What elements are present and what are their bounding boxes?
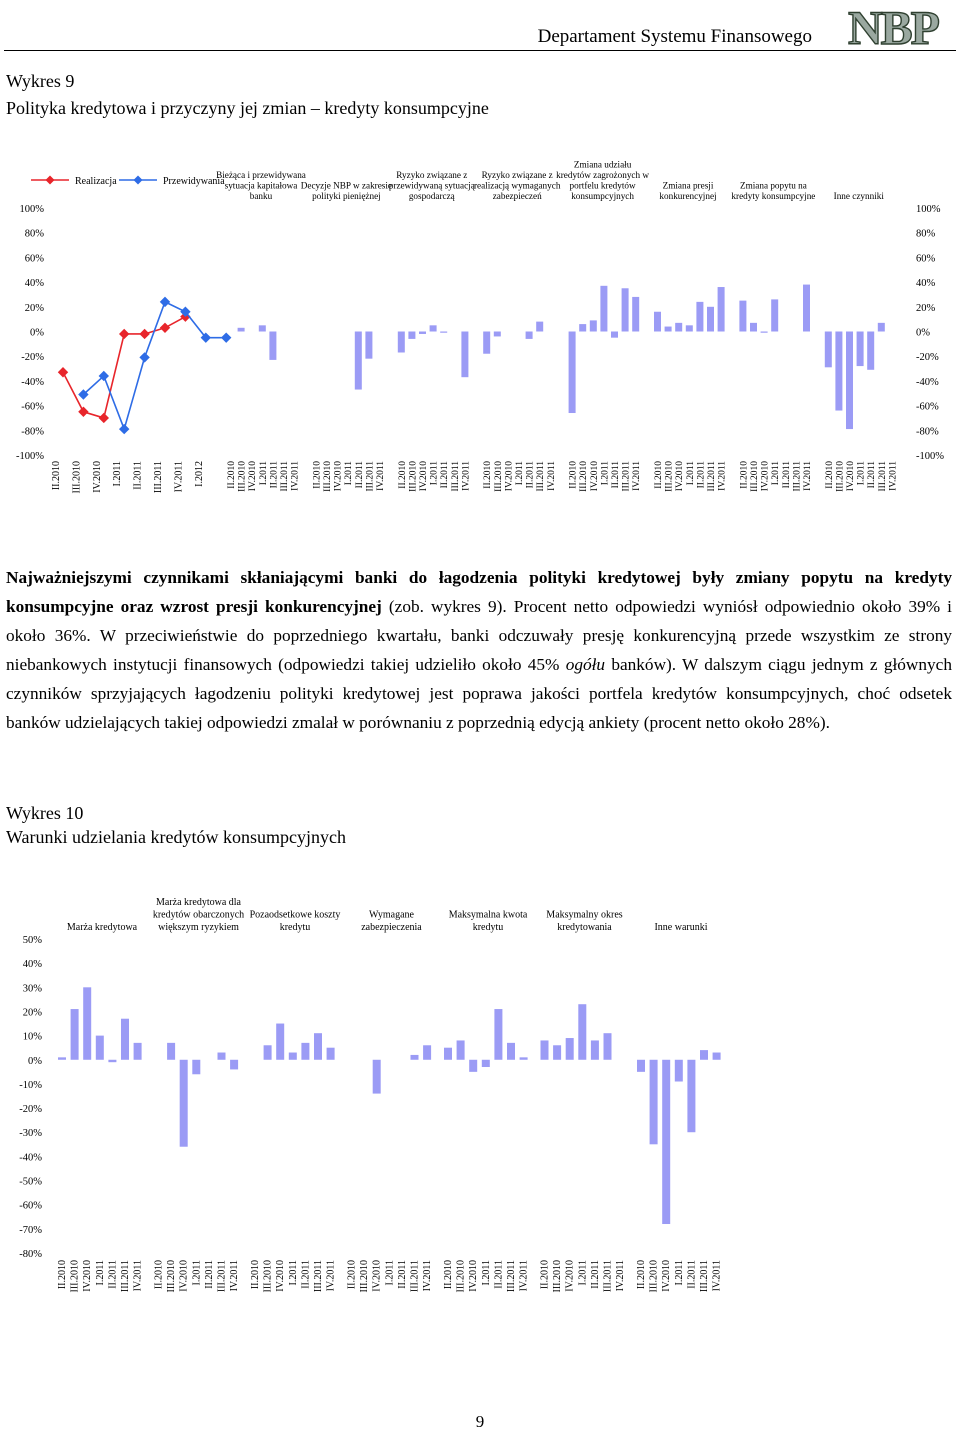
x-tick-label: IV.2011: [546, 461, 557, 491]
x-tick-label: III.2010: [69, 1260, 81, 1293]
bar: [457, 1040, 465, 1059]
bar: [611, 332, 618, 338]
x-tick-label: I.2011: [384, 1260, 396, 1286]
x-tick-label: IV.2010: [178, 1260, 190, 1292]
bar: [526, 332, 533, 339]
x-tick-label: IV.2010: [589, 461, 600, 492]
x-tick-label: III.2011: [216, 1260, 228, 1293]
x-tick-label: II.2011: [300, 1260, 312, 1289]
legend-marker: [134, 176, 143, 185]
x-tick-label: III.2010: [359, 1260, 371, 1293]
page-header: [0, 0, 960, 60]
x-tick-label: III.2011: [153, 461, 164, 494]
nbp-logo: [832, 2, 954, 50]
bar: [696, 302, 703, 332]
bar: [230, 1060, 238, 1070]
x-tick-label: III.2010: [166, 1260, 178, 1293]
y-tick-label-right: -100%: [916, 451, 944, 462]
x-tick-label: IV.2011: [717, 461, 728, 491]
bar: [71, 1009, 79, 1060]
bar: [654, 312, 661, 332]
bar: [857, 332, 864, 367]
y-tick-label-right: 20%: [916, 302, 936, 314]
bar: [867, 332, 874, 370]
x-tick-label: III.2010: [237, 461, 248, 492]
y-tick-label-right: 100%: [916, 204, 941, 215]
series-marker: [99, 413, 108, 422]
x-tick-label: IV.2010: [82, 1260, 94, 1292]
x-tick-label: III.2010: [835, 461, 846, 492]
group-label: Ryzyko związane z realizacją wymaganych zabezpieczeń: [473, 170, 561, 201]
x-tick-label: II.2011: [686, 1260, 698, 1289]
body-paragraph: [6, 563, 952, 737]
x-tick-label: II.2010: [539, 1260, 551, 1290]
bar: [846, 332, 853, 430]
y-tick-label-left: 60%: [24, 253, 44, 265]
y-tick-label-right: 60%: [916, 253, 936, 265]
bar: [803, 285, 810, 332]
x-tick-label: II.2011: [589, 1260, 601, 1289]
x-tick-label: II.2010: [250, 1260, 261, 1290]
bar: [553, 1045, 561, 1059]
series-marker: [140, 329, 149, 338]
bar: [494, 1009, 502, 1060]
bar: [750, 323, 757, 332]
x-tick-label: I.2011: [771, 461, 782, 486]
x-tick-label: II.2010: [443, 1260, 454, 1290]
y-tick-label-right: -40%: [916, 376, 939, 388]
series-marker: [79, 407, 88, 416]
bar: [327, 1048, 335, 1060]
x-tick-label: III.2010: [552, 1260, 564, 1293]
legend-label: Przewidywania: [163, 176, 225, 187]
x-tick-label: III.2011: [792, 461, 803, 492]
chart9-caption-number: Wykres 9: [6, 71, 75, 91]
x-tick-label: II.2010: [568, 461, 579, 489]
x-tick-label: IV.2011: [711, 1260, 723, 1292]
x-tick-label: II.2011: [696, 461, 707, 489]
x-tick-label: IV.2011: [461, 461, 472, 491]
x-tick-label: I.2011: [480, 1260, 492, 1286]
bar: [878, 323, 885, 332]
x-tick-label: I.2011: [112, 461, 124, 487]
x-tick-label: III.2011: [450, 461, 461, 492]
x-tick-label: III.2010: [323, 461, 333, 492]
x-tick-label: II.2011: [132, 461, 144, 490]
x-tick-label: IV.2011: [173, 461, 185, 493]
x-tick-label: IV.2010: [91, 461, 103, 493]
bar: [483, 332, 490, 354]
bar: [180, 1060, 188, 1147]
x-tick-label: IV.2010: [248, 461, 259, 492]
bar: [238, 328, 245, 332]
x-tick-label: I.2011: [856, 461, 867, 486]
x-tick-label: IV.2010: [371, 1260, 383, 1292]
x-tick-label: II.2010: [824, 461, 835, 489]
bar: [622, 288, 629, 331]
y-tick-label: 0%: [28, 1055, 42, 1067]
x-tick-label: IV.2011: [632, 461, 643, 491]
bar: [718, 287, 725, 331]
group-label: Ryzyko związane z przewidywaną sytuacją gospodarczą: [388, 170, 475, 201]
x-tick-label: II.2010: [153, 1260, 165, 1290]
x-tick-label: III.2010: [262, 1260, 274, 1293]
x-tick-label: II.2011: [440, 461, 451, 489]
header-rule: [4, 50, 956, 51]
series-marker: [140, 353, 149, 362]
x-tick-label: I.2011: [685, 461, 696, 486]
x-tick-label: IV.2011: [422, 1260, 434, 1292]
x-tick-label: III.2011: [877, 461, 888, 492]
bar: [58, 1057, 66, 1059]
y-tick-label: -70%: [19, 1224, 42, 1236]
group-label: Maksymalny okres kredytowania: [546, 909, 623, 933]
x-tick-label: IV.2010: [760, 461, 771, 492]
group-label: Maksymalna kwota kredytu: [448, 909, 528, 933]
bar: [96, 1036, 104, 1060]
series-marker: [120, 425, 129, 434]
x-tick-label: IV.2011: [325, 1260, 337, 1292]
x-tick-label: III.2011: [120, 1260, 131, 1293]
bar: [686, 325, 693, 331]
bar: [461, 332, 468, 378]
legend-marker: [46, 176, 55, 185]
x-tick-label: IV.2011: [518, 1260, 530, 1292]
bar: [430, 325, 437, 331]
group-label: Wymagane zabezpieczenia: [361, 909, 422, 933]
x-tick-label: I.2011: [344, 461, 355, 486]
x-tick-label: II.2011: [525, 461, 536, 489]
x-tick-label: III.2011: [280, 461, 290, 492]
chart9-caption-title: Polityka kredytowa i przyczyny jej zmian – kredyty konsumpcyjne: [6, 98, 489, 118]
paragraph-text-2: banków). W dalszym ciągu jednym z głównych czynników sprzyjających łagodzeniu polityki kredytowej jest poprawa jakości portfela kredytów konsumpcyjnych, choć odsetek banków udzielających takiej odpowiedzi zmalał w porównaniu z poprzednią edycją ankiety (procent netto około 28%).: [6, 655, 952, 732]
y-tick-label: -80%: [19, 1249, 42, 1260]
x-tick-label: II.2010: [227, 461, 237, 489]
bar: [423, 1045, 431, 1059]
group-label: Bieżąca i przewidywana sytuacja kapitałowa banku: [216, 170, 306, 201]
bar: [700, 1050, 708, 1060]
x-tick-label: II.2010: [346, 1260, 358, 1290]
x-tick-label: III.2010: [71, 461, 83, 494]
x-tick-label: IV.2011: [132, 1260, 144, 1292]
x-tick-label: I.2011: [191, 1260, 203, 1286]
paragraph-text-1: (zob. wykres 9). Procent netto odpowiedzi wyniósł odpowiednio około 39% i około 36%. W przeciwieństwie do poprzedniego kwartału, banki odczuwały presję konkurencyjną przede wszystkim ze strony niebankowych instytucji finansowych (odpowiedzi takiej udzieliło około 45%: [6, 597, 952, 674]
bar: [419, 332, 426, 334]
bar: [650, 1060, 658, 1145]
series-marker: [222, 333, 231, 342]
bar: [192, 1060, 200, 1074]
bar: [398, 332, 405, 353]
x-tick-label: III.2010: [664, 461, 675, 492]
x-tick-label: I.2012: [193, 461, 205, 487]
x-tick-label: IV.2010: [419, 461, 429, 492]
y-tick-label: -50%: [19, 1176, 42, 1188]
bar: [662, 1060, 670, 1224]
bar: [373, 1060, 381, 1094]
bar: [134, 1043, 142, 1060]
x-tick-label: III.2011: [409, 1260, 421, 1293]
y-tick-label-left: 20%: [24, 302, 44, 314]
x-tick-label: I.2011: [515, 461, 525, 486]
logo-text: NBP: [848, 2, 938, 50]
y-tick-label: 30%: [22, 983, 42, 995]
bar: [665, 327, 672, 332]
y-tick-label: 50%: [22, 935, 42, 946]
x-tick-label: IV.2010: [275, 1260, 287, 1292]
x-tick-label: II.2011: [867, 461, 878, 489]
x-tick-label: III.2011: [313, 1260, 324, 1293]
y-tick-label-left: -80%: [21, 426, 44, 438]
x-tick-label: III.2010: [408, 461, 419, 492]
x-tick-label: II.2011: [611, 461, 621, 489]
x-tick-label: I.2011: [577, 1260, 589, 1286]
y-tick-label-right: -20%: [916, 352, 939, 364]
y-tick-label-right: 80%: [916, 228, 936, 240]
bar: [604, 1033, 612, 1060]
x-tick-label: III.2011: [602, 1260, 614, 1293]
bar: [675, 323, 682, 332]
bar: [591, 1040, 599, 1059]
bar: [482, 1060, 490, 1067]
x-tick-label: III.2010: [579, 461, 590, 492]
bar: [569, 332, 576, 414]
bar: [825, 332, 832, 368]
bar: [675, 1060, 683, 1082]
y-tick-label-left: -60%: [21, 401, 44, 413]
x-tick-label: IV.2011: [888, 461, 899, 491]
y-tick-label: -60%: [19, 1200, 42, 1212]
bar: [167, 1043, 175, 1060]
bar: [590, 320, 597, 331]
x-tick-label: II.2010: [397, 461, 408, 489]
paragraph-italic: ogółu: [565, 655, 606, 674]
bar: [365, 332, 372, 359]
series-marker: [59, 368, 68, 377]
group-label: Marża kredytowa dla kredytów obarczonych większym ryzykiem: [152, 897, 245, 933]
bar: [835, 332, 842, 411]
bar: [218, 1053, 226, 1060]
bar: [739, 301, 746, 332]
x-tick-label: III.2011: [536, 461, 547, 492]
x-tick-label: II.2011: [269, 461, 280, 489]
y-tick-label: -30%: [19, 1128, 42, 1140]
chart10: [0, 870, 960, 1310]
legend-label: Realizacja: [75, 176, 117, 187]
bar: [355, 332, 362, 390]
bar: [771, 299, 778, 331]
series-line-1: [83, 302, 226, 429]
group-label: Inne warunki: [654, 922, 708, 933]
x-tick-label: III.2010: [648, 1260, 660, 1293]
x-tick-label: IV.2010: [504, 461, 515, 492]
y-tick-label-left: 100%: [19, 204, 44, 215]
bar: [579, 324, 586, 331]
chart9: [0, 135, 960, 510]
bar: [687, 1060, 695, 1132]
bar: [411, 1055, 419, 1060]
chart10-caption-title: Warunki udzielania kredytów konsumpcyjnych: [6, 827, 346, 847]
y-tick-label: -20%: [19, 1104, 42, 1116]
y-tick-label-left: 0%: [30, 327, 44, 339]
x-tick-label: II.2010: [312, 461, 323, 489]
bar: [276, 1024, 284, 1060]
bar: [536, 322, 543, 332]
x-tick-label: III.2011: [621, 461, 632, 492]
x-tick-label: II.2010: [57, 1260, 68, 1290]
bar: [507, 1043, 515, 1060]
x-tick-label: IV.2011: [615, 1260, 627, 1292]
x-tick-label: III.2011: [707, 461, 717, 492]
bar: [566, 1038, 574, 1060]
x-tick-label: III.2011: [365, 461, 376, 492]
y-tick-label-left: 80%: [24, 228, 44, 240]
bar: [314, 1033, 322, 1060]
x-tick-label: I.2011: [94, 1260, 106, 1286]
y-tick-label: 20%: [22, 1007, 42, 1019]
x-tick-label: II.2011: [354, 461, 365, 489]
x-tick-label: IV.2011: [376, 461, 386, 491]
page-number: 9: [475, 1412, 485, 1431]
x-tick-label: IV.2011: [803, 461, 813, 491]
bar: [301, 1043, 309, 1060]
bar: [289, 1053, 297, 1060]
y-tick-label: -40%: [19, 1152, 42, 1164]
bar: [520, 1057, 528, 1059]
x-tick-label: I.2011: [600, 461, 611, 486]
group-label: Zmiana presji konkurencyjnej: [659, 180, 717, 201]
bar: [632, 297, 639, 332]
x-tick-label: II.2011: [203, 1260, 215, 1289]
x-tick-label: II.2010: [51, 461, 62, 491]
y-tick-label-right: 0%: [916, 327, 930, 339]
bar: [259, 325, 266, 331]
bar: [578, 1004, 586, 1060]
bar: [440, 332, 447, 333]
x-tick-label: IV.2011: [290, 461, 301, 491]
group-label: Inne czynniki: [833, 191, 884, 201]
paragraph-bold-lead: Najważniejszymi czynnikami skłaniającymi banki do łagodzenia polityki kredytowej były zmiany popytu na kredyty konsumpcyjne oraz wzrost presji konkurencyjnej: [6, 568, 952, 616]
x-tick-label: III.2011: [506, 1260, 517, 1293]
y-tick-label: 40%: [22, 959, 42, 971]
bar: [600, 286, 607, 332]
group-label: Pozaodsetkowe koszty kredytu: [249, 909, 341, 933]
bar: [108, 1060, 116, 1062]
chart10-caption-number: Wykres 10: [6, 803, 84, 823]
x-tick-label: I.2011: [673, 1260, 685, 1286]
x-tick-label: II.2011: [493, 1260, 505, 1289]
x-tick-label: II.2010: [483, 461, 494, 489]
x-tick-label: IV.2010: [468, 1260, 480, 1292]
bar: [269, 332, 276, 360]
y-tick-label-right: -60%: [916, 401, 939, 413]
group-label: Decyzje NBP w zakresie polityki pieniężnej: [300, 180, 393, 201]
group-label: Zmiana udziału kredytów zagrożonych w portfelu kredytów konsumpcyjnych: [556, 159, 650, 201]
bar: [408, 332, 415, 339]
group-label: Marża kredytowa: [66, 922, 138, 933]
x-tick-label: III.2011: [699, 1260, 710, 1293]
bar: [707, 307, 714, 332]
x-tick-label: IV.2010: [661, 1260, 673, 1292]
x-tick-label: IV.2010: [846, 461, 856, 492]
series-marker: [161, 297, 170, 306]
y-tick-label-left: -100%: [16, 451, 44, 462]
x-tick-label: II.2011: [396, 1260, 408, 1289]
x-tick-label: III.2010: [493, 461, 504, 492]
x-tick-label: III.2010: [750, 461, 760, 492]
x-tick-label: IV.2010: [675, 461, 686, 492]
x-tick-label: IV.2010: [333, 461, 344, 492]
x-tick-label: II.2010: [636, 1260, 647, 1290]
x-tick-label: IV.2010: [564, 1260, 576, 1292]
bar: [541, 1040, 549, 1059]
bar: [713, 1053, 721, 1060]
y-tick-label: 10%: [22, 1031, 42, 1043]
x-tick-label: I.2011: [258, 461, 269, 486]
series-marker: [120, 329, 129, 338]
department-name: Departament Systemu Finansowego: [537, 26, 812, 47]
x-tick-label: I.2011: [429, 461, 440, 486]
bar: [121, 1019, 129, 1060]
bar: [444, 1048, 452, 1060]
x-tick-label: III.2010: [455, 1260, 467, 1293]
group-label: Zmiana popytu na kredyty konsumpcyjne: [731, 180, 816, 201]
x-tick-label: I.2011: [287, 1260, 299, 1286]
bar: [469, 1060, 477, 1072]
y-tick-label: -10%: [19, 1079, 42, 1091]
x-tick-label: IV.2011: [229, 1260, 241, 1292]
y-tick-label-left: -40%: [21, 376, 44, 388]
x-tick-label: II.2011: [107, 1260, 119, 1289]
bar: [83, 987, 91, 1059]
x-tick-label: II.2010: [739, 461, 750, 489]
bar: [264, 1045, 272, 1059]
y-tick-label-right: 40%: [916, 278, 936, 290]
bar: [761, 332, 768, 333]
y-tick-label-right: -80%: [916, 426, 939, 438]
x-tick-label: II.2010: [654, 461, 664, 489]
y-tick-label-left: -20%: [21, 352, 44, 364]
series-marker: [161, 323, 170, 332]
bar: [637, 1060, 645, 1072]
y-tick-label-left: 40%: [24, 278, 44, 290]
x-tick-label: II.2011: [781, 461, 792, 489]
bar: [494, 332, 501, 337]
